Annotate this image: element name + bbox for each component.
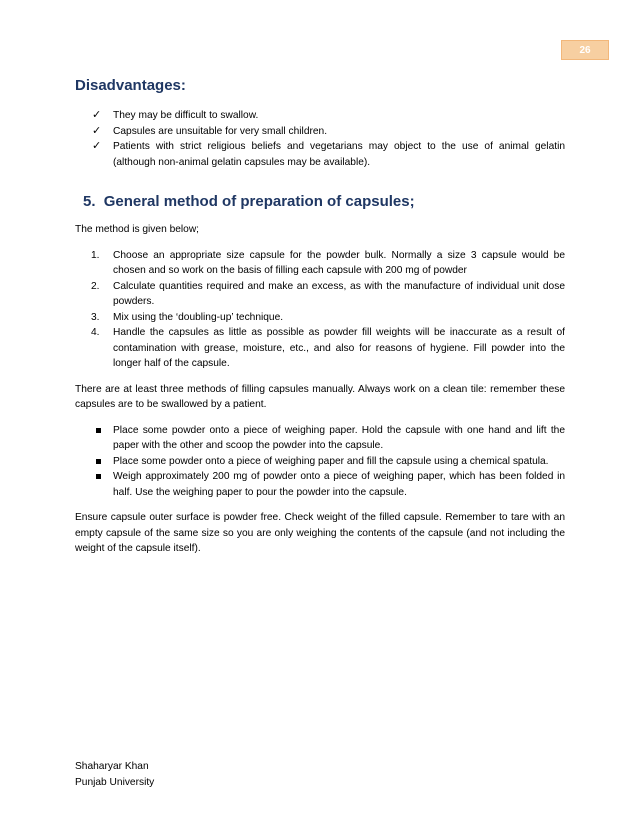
section-title: General method of preparation of capsules; bbox=[103, 193, 415, 210]
methods-list bbox=[75, 423, 565, 501]
list-item bbox=[75, 279, 565, 310]
list-item bbox=[75, 454, 565, 470]
page-content bbox=[75, 76, 565, 567]
square-bullet-icon bbox=[96, 459, 101, 464]
step-number: 3. bbox=[91, 311, 100, 323]
step-text: Calculate quantities required and make an excess, as with the manufacture of individual unit dose powders. bbox=[113, 280, 565, 307]
list-item bbox=[75, 325, 565, 372]
section-number: 5. bbox=[83, 193, 96, 210]
method-text: Place some powder onto a piece of weighing paper and fill the capsule using a chemical spatula. bbox=[113, 455, 549, 467]
page-number: 26 bbox=[579, 44, 591, 56]
square-bullet-icon bbox=[96, 428, 101, 433]
step-text: Handle the capsules as little as possible as powder fill weights will be inaccurate as a result of contamination with grease, moisture, etc., and also for reasons of hygiene. Fill powder into the longer half of the capsule. bbox=[113, 327, 565, 369]
methods-intro: There are at least three methods of filling capsules manually. Always work on a clean tile: remember these capsules are to be swallowed by a patient. bbox=[75, 383, 565, 410]
list-item bbox=[75, 423, 565, 454]
method-text: Weigh approximately 200 mg of powder onto a piece of weighing paper, which has been folded in half. Use the weighing paper to pour the powder into the capsule. bbox=[113, 471, 565, 498]
step-number: 2. bbox=[91, 280, 100, 292]
step-number: 4. bbox=[91, 327, 100, 338]
disadvantages-heading: Disadvantages: bbox=[75, 77, 186, 94]
section-5-heading bbox=[75, 192, 565, 212]
checkmark-icon: ✓ bbox=[92, 140, 102, 152]
checkmark-icon: ✓ bbox=[92, 124, 102, 137]
method-intro: The method is given below; bbox=[75, 224, 200, 235]
method-text: Place some powder onto a piece of weighing paper. Hold the capsule with one hand and lift the paper with the other and scoop the powder into the capsule. bbox=[113, 424, 565, 451]
step-text: Choose an appropriate size capsule for the powder bulk. Normally a size 3 capsule would be chosen and so work on the basis of filling each capsule with 200 mg of powder bbox=[113, 249, 565, 276]
list-item-text: Capsules are unsuitable for very small children. bbox=[113, 125, 328, 137]
list-item bbox=[75, 124, 565, 140]
list-item-text: Patients with strict religious beliefs and vegetarians may object to the use of animal gelatin (although non-animal gelatin capsules may be available). bbox=[113, 141, 565, 168]
square-bullet-icon bbox=[96, 474, 101, 479]
step-text: Mix using the ‘doubling-up’ technique. bbox=[113, 311, 284, 323]
institution-name: Punjab University bbox=[75, 776, 155, 788]
step-number: 1. bbox=[91, 249, 100, 261]
list-item bbox=[75, 469, 565, 500]
list-item bbox=[75, 139, 565, 170]
disadvantages-list bbox=[75, 108, 565, 170]
list-item bbox=[75, 310, 565, 326]
list-item bbox=[75, 248, 565, 279]
author-name: Shaharyar Khan bbox=[75, 761, 149, 772]
page-number-badge bbox=[561, 40, 609, 60]
steps-list bbox=[75, 248, 565, 372]
page-footer bbox=[75, 759, 154, 790]
list-item-text: They may be difficult to swallow. bbox=[113, 110, 259, 121]
closing-paragraph: Ensure capsule outer surface is powder free. Check weight of the filled capsule. Remember to tare with an empty capsule of the same size so you are only weighing the contents of the capsule (and not including the weight of the capsule itself). bbox=[75, 512, 565, 554]
checkmark-icon: ✓ bbox=[92, 109, 102, 121]
list-item bbox=[75, 108, 565, 124]
